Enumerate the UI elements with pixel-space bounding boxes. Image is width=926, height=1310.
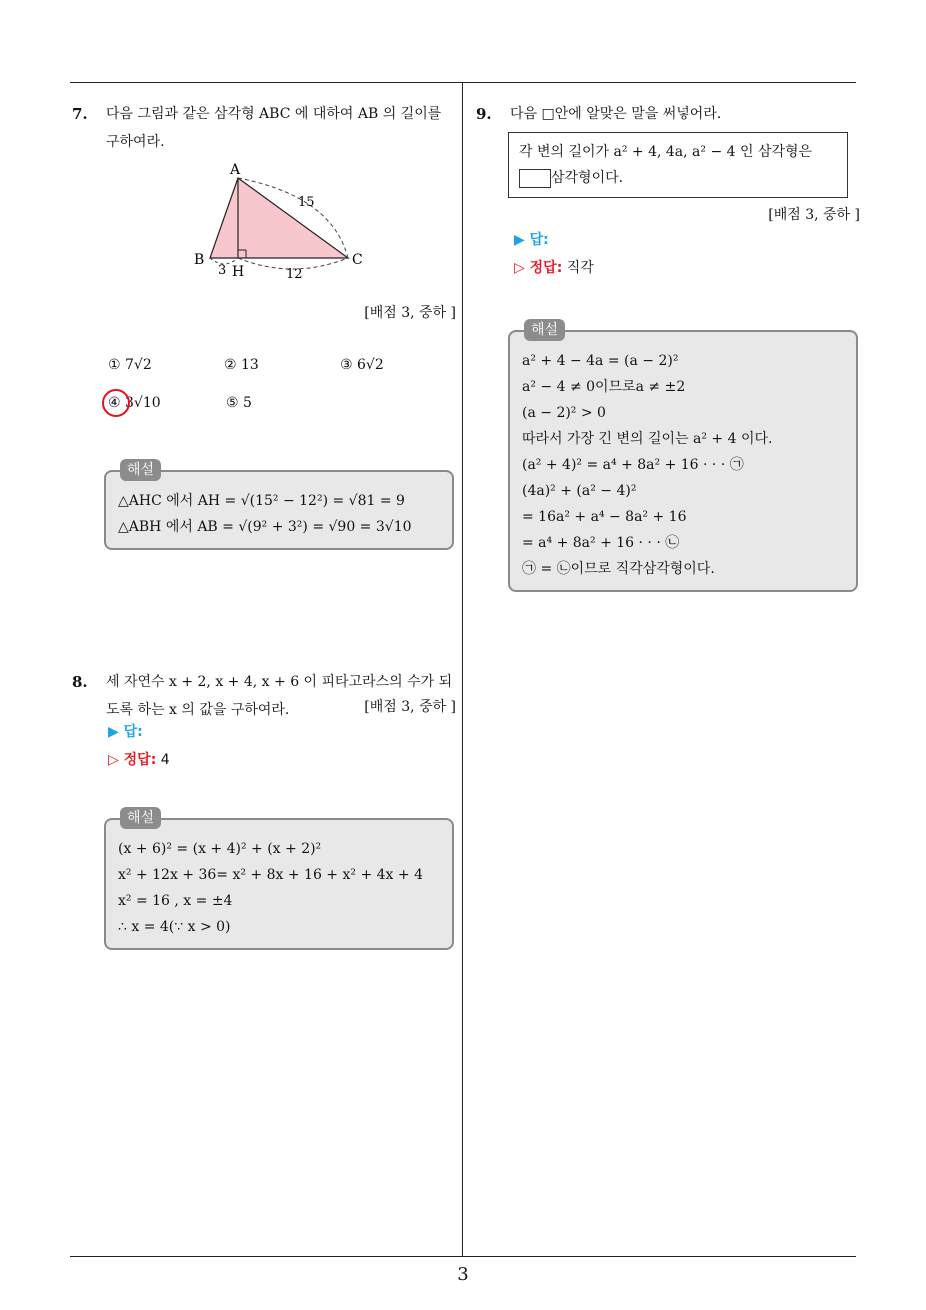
question-number: 7. — [72, 105, 88, 123]
triangle-diagram — [192, 156, 372, 296]
solution-line: ㉠ = ㉡이므로 직각삼각형이다. — [522, 561, 715, 577]
choice-3[interactable]: ③ 6√2 — [340, 357, 384, 373]
vertex-a: A — [230, 162, 241, 178]
solution-line: △AHC 에서 AH = √(15² − 12²) = √81 = 9 — [118, 493, 405, 509]
triangle-figure — [192, 156, 372, 296]
right-column — [476, 100, 860, 592]
fill-in-box — [508, 132, 848, 198]
solution-line: a² + 4 − 4a = (a − 2)² — [522, 353, 679, 369]
question-text: 세 자연수 x + 2, x + 4, x + 6 이 피타고라스의 수가 되도록 하는 x 의 값을 구하여라. — [106, 674, 453, 718]
question-text: 다음 □안에 알맞은 말을 써넣어라. — [510, 106, 722, 122]
score-label: [배점 3, 중하 ] — [768, 207, 860, 223]
solution-line: x² + 12x + 36= x² + 8x + 16 + x² + 4x + 4 — [118, 867, 423, 883]
solution-line: 따라서 가장 긴 변의 길이는 a² + 4 이다. — [522, 431, 773, 447]
choice-2[interactable]: ② 13 — [224, 357, 259, 373]
question-8 — [72, 668, 456, 950]
length-hc: 12 — [286, 267, 303, 282]
solution-line: x² = 16 , x = ±4 — [118, 893, 233, 909]
answer-label: ▶ 답: — [108, 724, 143, 740]
correct-label: ▷ 정답: — [108, 752, 157, 768]
answer-label: ▶ 답: — [514, 232, 549, 248]
choice-4-label: ④ 3√10 — [108, 395, 161, 411]
answer-circle-mark — [102, 389, 130, 417]
triangle-abc — [210, 178, 348, 258]
top-rule — [70, 82, 856, 83]
solution-line: (a − 2)² > 0 — [522, 405, 606, 421]
left-column — [72, 100, 456, 935]
correct-label: ▷ 정답: — [514, 260, 563, 276]
question-number: 8. — [72, 673, 88, 691]
solution-line: ∴ x = 4(∵ x > 0) — [118, 919, 231, 935]
page-number: 3 — [457, 1264, 469, 1285]
fill-line-1: 각 변의 길이가 a² + 4, 4a, a² − 4 인 삼각형은 — [519, 144, 813, 160]
fill-line-2: 삼각형이다. — [551, 170, 624, 186]
solution-line: (x + 6)² = (x + 4)² + (x + 2)² — [118, 841, 322, 857]
solution-line: (a² + 4)² = a⁴ + 8a² + 16 · · · ㉠ — [522, 457, 744, 473]
solution-tag: 해설 — [120, 807, 161, 829]
solution-tag: 해설 — [120, 459, 161, 481]
choice-5[interactable]: ⑤ 5 — [226, 395, 252, 411]
question-number: 9. — [476, 105, 492, 123]
answer-blank[interactable] — [519, 169, 551, 188]
solution-line: △ABH 에서 AB = √(9² + 3²) = √90 = 3√10 — [118, 519, 412, 535]
solution-box-q8 — [104, 810, 454, 950]
solution-box-q9 — [508, 322, 858, 592]
choice-list — [108, 346, 456, 422]
vertex-b: B — [194, 252, 205, 268]
solution-tag: 해설 — [524, 319, 565, 341]
bottom-rule — [70, 1256, 856, 1257]
vertex-c: C — [352, 252, 363, 268]
column-divider — [462, 82, 463, 1257]
solution-box-q7 — [104, 462, 454, 550]
question-7 — [72, 100, 456, 550]
length-ac: 15 — [298, 195, 315, 210]
score-label: [배점 3, 중하 ] — [364, 305, 456, 321]
choice-4-marked[interactable] — [108, 395, 226, 411]
solution-line: = 16a² + a⁴ − 8a² + 16 — [522, 509, 687, 525]
solution-line: = a⁴ + 8a² + 16 · · · ㉡ — [522, 535, 680, 551]
solution-line: a² − 4 ≠ 0이므로a ≠ ±2 — [522, 379, 686, 395]
correct-value: 직각 — [566, 260, 594, 276]
choice-1[interactable]: ① 7√2 — [108, 357, 152, 373]
question-text: 다음 그림과 같은 삼각형 ABC 에 대하여 AB 의 길이를 구하여라. — [106, 106, 442, 150]
question-9 — [476, 100, 860, 592]
correct-value: 4 — [160, 752, 170, 768]
score-label: [배점 3, 중하 ] — [364, 699, 456, 715]
foot-h: H — [232, 264, 245, 280]
length-bh: 3 — [218, 263, 227, 278]
solution-line: (4a)² + (a² − 4)² — [522, 483, 637, 499]
